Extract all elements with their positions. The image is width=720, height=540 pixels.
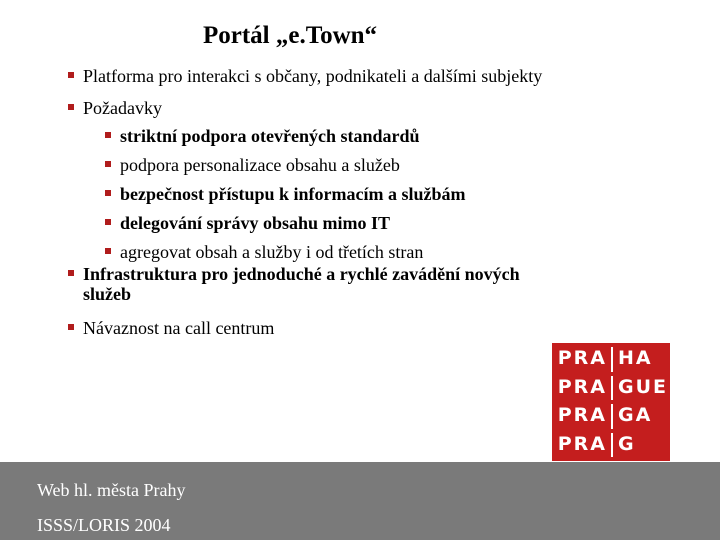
bullet-list: [68, 66, 548, 350]
slide-title: Portál „e.Town“: [202, 22, 378, 49]
footer-event-name: ISSS/LORIS 2004: [37, 515, 171, 535]
logo-right-text: G: [618, 432, 636, 455]
bullet-text: Návaznost na call centrum: [83, 318, 275, 338]
bullet-item: [68, 318, 548, 338]
square-bullet-icon: [105, 132, 111, 138]
square-bullet-icon: [68, 270, 74, 276]
sub-bullet-text: bezpečnost přístupu k informacím a službám: [120, 184, 466, 204]
logo-row: [552, 376, 670, 401]
logo-left-text: PRA: [557, 404, 607, 426]
square-bullet-icon: [68, 104, 74, 110]
sub-bullet-text: agregovat obsah a služby i od třetích stran: [120, 242, 424, 262]
sub-bullet-text: striktní podpora otevřených standardů: [120, 126, 420, 146]
sub-bullet-item: [105, 184, 548, 204]
square-bullet-icon: [105, 219, 111, 225]
sub-bullet-text: podpora personalizace obsahu a služeb: [120, 155, 400, 175]
requirements-list: [68, 126, 548, 262]
logo-right-text: HA: [618, 347, 653, 369]
square-bullet-icon: [68, 72, 74, 78]
footer-bar: [0, 462, 720, 540]
sub-bullet-item: [105, 213, 548, 233]
square-bullet-icon: [105, 190, 111, 196]
logo-row: [552, 404, 670, 429]
logo-right-text: GA: [618, 404, 653, 426]
bullet-text: Infrastruktura pro jednoduché a rychlé zavádění nových služeb: [83, 264, 520, 304]
square-bullet-icon: [68, 324, 74, 330]
square-bullet-icon: [105, 161, 111, 167]
logo-left-text: PRA: [557, 432, 607, 455]
bullet-text: Požadavky: [83, 98, 162, 118]
sub-bullet-text: delegování správy obsahu mimo IT: [120, 213, 391, 233]
square-bullet-icon: [105, 248, 111, 254]
logo-left-text: PRA: [557, 375, 607, 398]
logo-row: [552, 433, 670, 458]
footer-site-name: Web hl. města Prahy: [37, 480, 186, 500]
logo-right-text: GUE: [618, 375, 669, 398]
logo-left-text: PRA: [557, 347, 607, 369]
bullet-item: [68, 66, 548, 86]
bullet-item: [68, 264, 548, 304]
sub-bullet-item: [105, 155, 548, 175]
sub-bullet-item: [105, 242, 548, 262]
sub-bullet-item: [105, 126, 548, 146]
logo-row: [552, 347, 670, 372]
praha-logo: [552, 343, 670, 461]
bullet-item: [68, 98, 548, 118]
bullet-text: Platforma pro interakci s občany, podnikateli a dalšími subjekty: [83, 66, 543, 86]
